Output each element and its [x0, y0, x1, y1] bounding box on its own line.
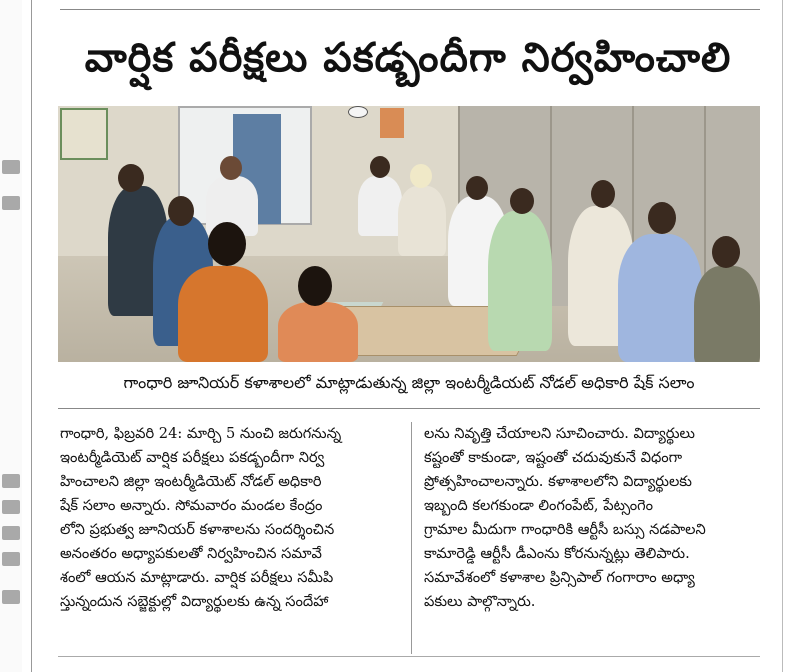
article-line: కష్టంతో కాకుండా, ఇష్టంతో చదువుకునే విధంగా — [424, 449, 683, 466]
caption-rule — [58, 408, 760, 409]
wall-clock — [348, 106, 368, 118]
article-line: హించాలని జిల్లా ఇంటర్మీడియెట్ నోడల్ అధికారి — [60, 473, 322, 490]
article-headline: వార్షిక పరీక్షలు పకడ్బందీగా నిర్వహించాలి — [84, 35, 732, 81]
bottom-rule — [58, 656, 760, 657]
top-rule — [60, 9, 760, 10]
notice-board — [60, 108, 108, 160]
article-line: లను నివృత్తి చేయాలని సూచించారు. విద్యార్థులు — [424, 425, 695, 442]
article-line: ఇంటర్మీడియెట్ వార్షిక పరీక్షలు పకడ్బందీగా నిర్వ — [60, 449, 325, 466]
article-line: లోని ప్రభుత్వ జూనియర్ కళాశాలను సందర్శించిన — [60, 521, 335, 538]
article-column-1 — [60, 422, 400, 652]
article-line: ప్రోత్సహించాలన్నారు. కళాశాలలోని విద్యార్థులకు — [424, 473, 692, 490]
article-line: గాంధారి, ఫిబ్రవరి 24: మార్చి 5 నుంచి జరుగనున్న — [60, 425, 342, 442]
article-line: స్తున్నందున సబ్జెక్టుల్లో విద్యార్థులకు ఉన్న సందేహా — [60, 593, 329, 610]
article-line: కామారెడ్డి ఆర్టీసీ డీఎంను కోరనున్నట్లు తెలిపారు. — [424, 545, 690, 562]
column-divider-right — [782, 0, 783, 672]
article-column-divider — [411, 422, 412, 654]
column-divider-left — [31, 0, 32, 672]
article-line: అనంతరం అధ్యాపకులతో నిర్వహించిన సమావే — [60, 545, 322, 562]
meeting-photo — [58, 106, 760, 362]
article-line: షేక్ సలాం అన్నారు. సోమవారం మండల కేంద్రం — [60, 497, 323, 514]
article-column-2 — [424, 422, 764, 652]
article-line: ఇబ్బంది కలగకుండా లింగంపేట్, పేట్సంగెం — [424, 497, 654, 514]
adjacent-column-fragment — [0, 0, 22, 672]
article-line: శంలో ఆయన మాట్లాడారు. వార్షిక పరీక్షలు సమీపి — [60, 569, 334, 586]
article-line: పకులు పాల్గొన్నారు. — [424, 593, 536, 610]
article-line: సమావేశంలో కళాశాల ప్రిన్సిపాల్ గంగారాం అధ్యా — [424, 569, 695, 586]
article-line: గ్రామాల మీదుగా గాంధారికి ఆర్టీసీ బస్సు నడపాలని — [424, 521, 706, 538]
photo-caption: గాంధారి జూనియర్ కళాశాలలో మాట్లాడుతున్న జిల్లా ఇంటర్మీడియట్ నోడల్ అధికారి షేక్ సలాం — [123, 373, 695, 392]
